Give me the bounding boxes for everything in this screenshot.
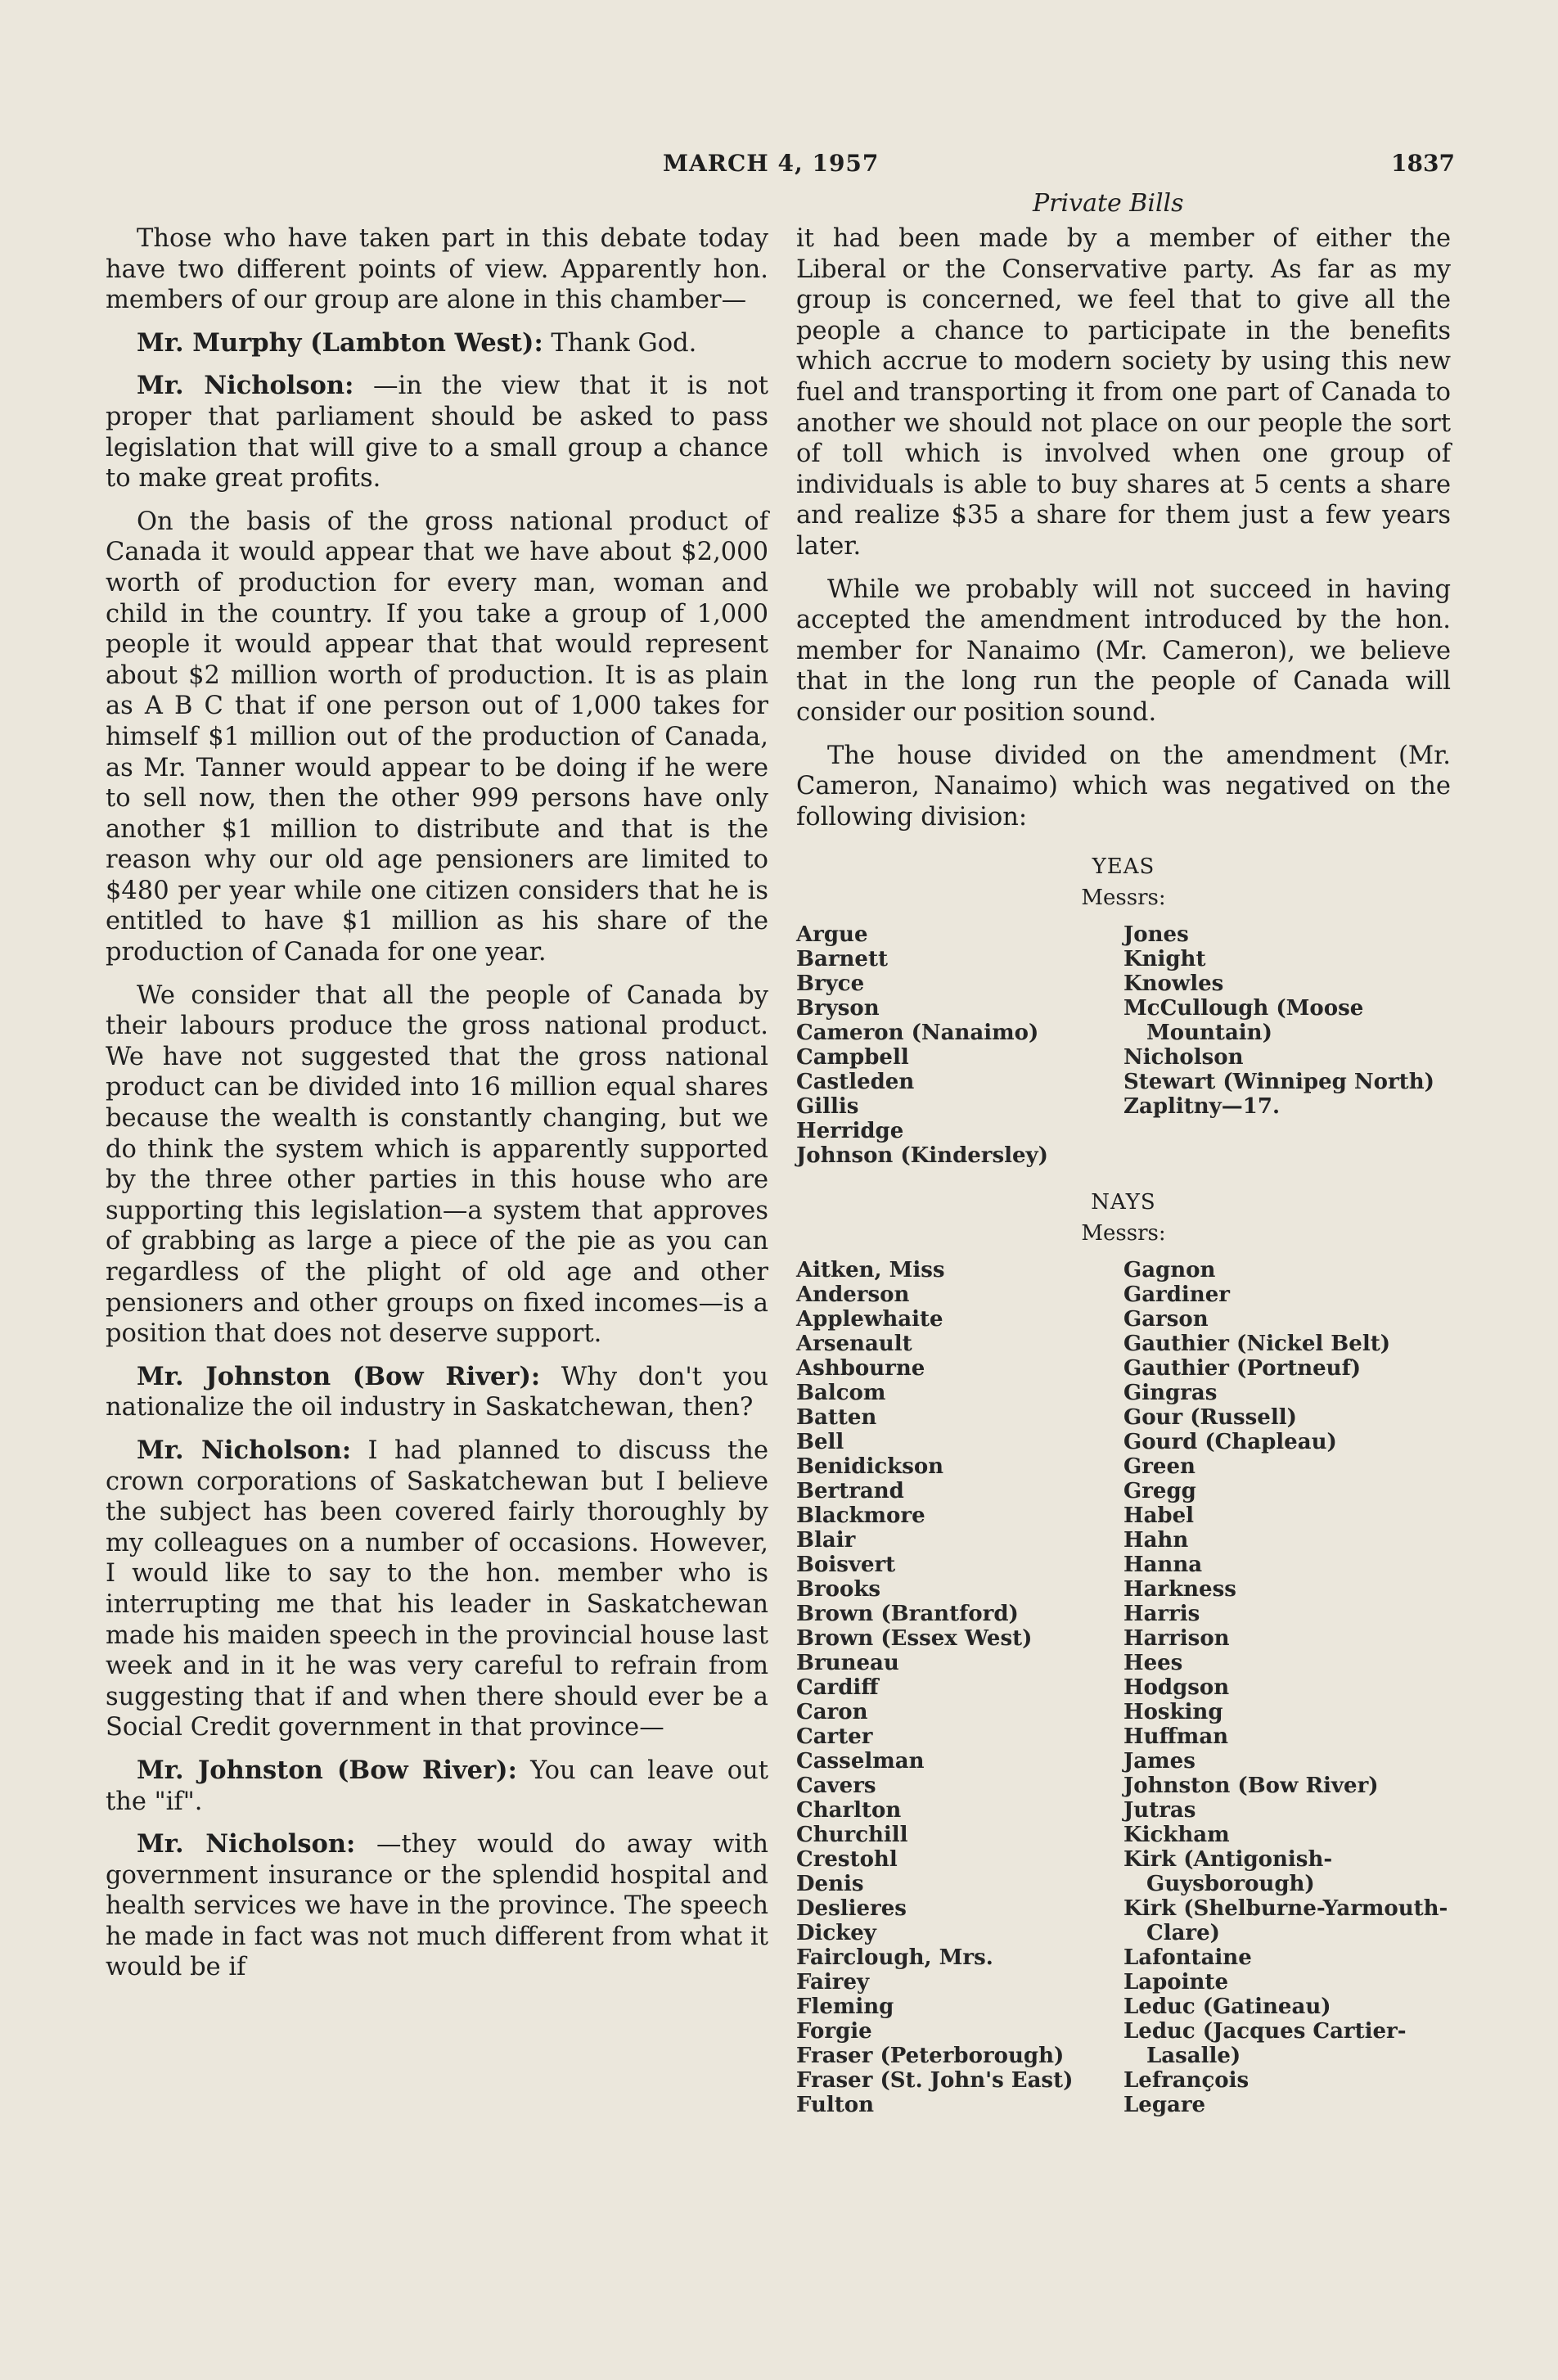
member-name: Gauthier (Nickel Belt)	[1123, 1332, 1391, 1357]
yeas-list	[796, 922, 1451, 1168]
member-name: Gregg	[1123, 1479, 1196, 1504]
member-name: Churchill	[796, 1823, 908, 1848]
member-name: Castleden	[796, 1070, 915, 1095]
member-name: Nicholson	[1123, 1045, 1244, 1071]
member-name: Fraser (St. John's East)	[796, 2068, 1074, 2094]
member-name: Blackmore	[796, 1503, 925, 1529]
member-name: Forgie	[796, 2019, 872, 2044]
member-name: Fulton	[796, 2093, 875, 2118]
member-name: Stewart (Winnipeg North)	[1123, 1070, 1434, 1095]
member-name: Johnston (Bow River)	[1123, 1774, 1379, 1799]
nays-heading: NAYS	[1091, 1190, 1156, 1215]
member-name: Knowles	[1123, 971, 1224, 997]
member-name: Fairclough, Mrs.	[796, 1945, 993, 1971]
member-name: Knight	[1123, 947, 1206, 972]
member-name: Hodgson	[1123, 1675, 1230, 1701]
yeas-right-column	[1123, 922, 1451, 1168]
paragraph: it had been made by a member of either the Liberal or the Conservative party. As far as my group is concerned, we feel that to give all the people a chance to participate in the benefits which accrue to modern society by using this new fuel and transporting it from one part of Canada to another we should not place on our people the sort of toll which is involved when one group of individuals is able to buy shares at 5 cents a share and realize $35 a share for them just a few years later.	[796, 224, 1451, 561]
paragraph: While we probably will not succeed in having accepted the amendment introduced by the hon. member for Nanaimo (Mr. Cameron), we believe that in the long run the people of Canada will consider our position sound.	[796, 575, 1451, 727]
page-date: MARCH 4, 1957	[663, 150, 880, 177]
paragraph	[106, 371, 768, 494]
member-name: Hahn	[1123, 1528, 1189, 1553]
member-name: Harrison	[1123, 1626, 1230, 1652]
member-name: Jones	[1123, 922, 1189, 948]
paragraph	[106, 328, 768, 359]
speaker-name: Mr. Nicholson:	[137, 371, 354, 401]
speech-text: Why don't you nationalize the oil industry in Saskatchewan, then?	[106, 1362, 768, 1422]
speaker-name: Mr. Murphy (Lambton West):	[137, 327, 543, 358]
member-name: Jutras	[1123, 1798, 1196, 1823]
nays-messrs: Messrs:	[1081, 1221, 1166, 1246]
member-name: Brown (Essex West)	[796, 1626, 1033, 1652]
member-name: Batten	[796, 1405, 877, 1431]
member-name: Barnett	[796, 947, 888, 972]
member-name: Fraser (Peterborough)	[796, 2044, 1065, 2069]
member-name: Leduc (Gatineau)	[1123, 1995, 1331, 2020]
paragraph	[106, 1829, 768, 1983]
yeas-messrs: Messrs:	[1081, 886, 1166, 911]
member-name: Benidickson	[796, 1454, 944, 1480]
nays-left-column	[796, 1258, 1123, 2117]
paragraph: The house divided on the amendment (Mr. Cameron, Nanaimo) which was negatived on the following division:	[796, 741, 1451, 832]
member-name: Green	[1123, 1454, 1196, 1480]
member-name: Hees	[1123, 1651, 1183, 1676]
yeas-heading: YEAS	[1092, 854, 1155, 880]
left-column	[106, 223, 768, 1995]
nays-list	[796, 1258, 1451, 2117]
paragraph: On the basis of the gross national product of Canada it would appear that we have about $2,000 worth of production for every man, woman and child in the country. If you take a group of 1,000 people it would appear that that would represent about $2 million worth of production. It is as plain as A B C that if one person out of 1,000 takes for himself $1 million out of the production of Canada, as Mr. Tanner would appear to be doing if he were to sell now, then the other 999 persons have only another $1 million to distribute and that is the reason why our old age pensioners are limited to $480 per year while one citizen considers that he is entitled to have $1 million as his share of the production of Canada for one year.	[106, 507, 768, 967]
paragraph: Those who have taken part in this debate today have two different points of view. Apparently hon. members of our group are alone in this chamber—	[106, 224, 768, 315]
member-name: Dickey	[796, 1921, 876, 1946]
yeas-left-column	[796, 922, 1123, 1168]
member-name: Caron	[796, 1700, 868, 1725]
member-name: Harkness	[1123, 1577, 1236, 1602]
member-name: Gingras	[1123, 1381, 1218, 1406]
member-name: Deslieres	[796, 1896, 907, 1922]
speaker-name: Mr. Johnston (Bow River):	[137, 1361, 541, 1391]
member-name: Harris	[1123, 1602, 1200, 1627]
member-name: Kirk (Shelburne-Yarmouth-Clare)	[1123, 1896, 1448, 1946]
speaker-name: Mr. Johnston (Bow River):	[137, 1755, 517, 1785]
member-name: Johnson (Kindersley)	[796, 1143, 1048, 1169]
paragraph: We consider that all the people of Canada by their labours produce the gross national product. We have not suggested that the gross national product can be divided into 16 million equal shares because the wealth is constantly changing, but we do think the system which is apparently supported by the three other parties in this house who are supporting this legislation—a system that approves of grabbing as large a piece of the pie as you can regardless of the plight of old age and other pensioners and other groups on fixed incomes—is a position that does not deserve support.	[106, 980, 768, 1349]
speech-text: Thank God.	[543, 328, 697, 358]
speech-text: —they would do away with government insurance or the splendid hospital and health services we have in the province. The speech he made in fact was not much different from what it would be if	[106, 1830, 769, 1982]
member-name: Lefrançois	[1123, 2068, 1250, 2094]
member-name: Cavers	[796, 1774, 876, 1799]
member-name: Lapointe	[1123, 1970, 1228, 1995]
member-name: Aitken, Miss	[796, 1258, 945, 1283]
member-name: Denis	[796, 1872, 864, 1897]
page-number: 1837	[1391, 150, 1455, 177]
member-name: McCullough (Moose Mountain)	[1123, 996, 1364, 1046]
paragraph	[106, 1362, 768, 1423]
member-name: Gauthier (Portneuf)	[1123, 1356, 1362, 1382]
speech-text: I had planned to discuss the crown corporations of Saskatchewan but I believe the subject has been covered fairly thoroughly by my colleagues on a number of occasions. However, I would like to say to the hon. member who is interrupting me that his leader in Saskatchewan made his maiden speech in the provincial house last week and in it he was very careful to refrain from suggesting that if and when there should ever be a Social Credit government in that province—	[106, 1436, 768, 1742]
member-name: Garson	[1123, 1307, 1209, 1332]
member-name: Gillis	[796, 1094, 859, 1120]
member-name: Zaplitny—17.	[1123, 1094, 1281, 1120]
member-name: Gour (Russell)	[1123, 1405, 1297, 1431]
member-name: Arsenault	[796, 1332, 912, 1357]
member-name: Blair	[796, 1528, 856, 1553]
member-name: Anderson	[796, 1282, 910, 1308]
member-name: Crestohl	[796, 1847, 898, 1873]
paragraph	[106, 1436, 768, 1743]
member-name: Balcom	[796, 1381, 886, 1406]
member-name: Bertrand	[796, 1479, 904, 1504]
member-name: Boisvert	[796, 1553, 896, 1578]
member-name: Leduc (Jacques Cartier-Lasalle)	[1123, 2019, 1407, 2069]
member-name: Lafontaine	[1123, 1945, 1252, 1971]
member-name: Hosking	[1123, 1700, 1223, 1725]
member-name: Gardiner	[1123, 1282, 1230, 1308]
right-column	[796, 223, 1451, 2117]
member-name: Huffman	[1123, 1724, 1229, 1750]
member-name: Argue	[796, 922, 868, 948]
member-name: Hanna	[1123, 1553, 1203, 1578]
member-name: Bryce	[796, 971, 865, 997]
member-name: Cardiff	[796, 1675, 879, 1701]
member-name: Applewhaite	[796, 1307, 943, 1332]
member-name: Kickham	[1123, 1823, 1230, 1848]
member-name: Habel	[1123, 1503, 1195, 1529]
member-name: Campbell	[796, 1045, 909, 1071]
member-name: James	[1123, 1749, 1196, 1774]
member-name: Brooks	[796, 1577, 881, 1602]
speaker-name: Mr. Nicholson:	[137, 1435, 352, 1465]
speech-text: You can leave out the "if".	[106, 1756, 768, 1816]
member-name: Gourd (Chapleau)	[1123, 1430, 1337, 1455]
member-name: Casselman	[796, 1749, 925, 1774]
member-name: Kirk (Antigonish-Guysborough)	[1123, 1847, 1333, 1897]
member-name: Brown (Brantford)	[796, 1602, 1019, 1627]
nays-right-column	[1123, 1258, 1451, 2117]
speech-text: —in the view that it is not proper that parliament should be asked to pass legislation that will give to a small group a chance to make great profits.	[106, 372, 768, 494]
member-name: Bruneau	[796, 1651, 899, 1676]
member-name: Bryson	[796, 996, 880, 1021]
member-name: Bell	[796, 1430, 844, 1455]
member-name: Ashbourne	[796, 1356, 925, 1382]
member-name: Herridge	[796, 1119, 904, 1144]
paragraph	[106, 1756, 768, 1817]
member-name: Legare	[1123, 2093, 1206, 2118]
member-name: Fleming	[796, 1995, 894, 2020]
member-name: Charlton	[796, 1798, 902, 1823]
member-name: Gagnon	[1123, 1258, 1216, 1283]
member-name: Cameron (Nanaimo)	[796, 1021, 1039, 1046]
speaker-name: Mr. Nicholson:	[137, 1829, 356, 1859]
section-title: Private Bills	[1033, 189, 1184, 218]
member-name: Fairey	[796, 1970, 870, 1995]
member-name: Carter	[796, 1724, 873, 1750]
